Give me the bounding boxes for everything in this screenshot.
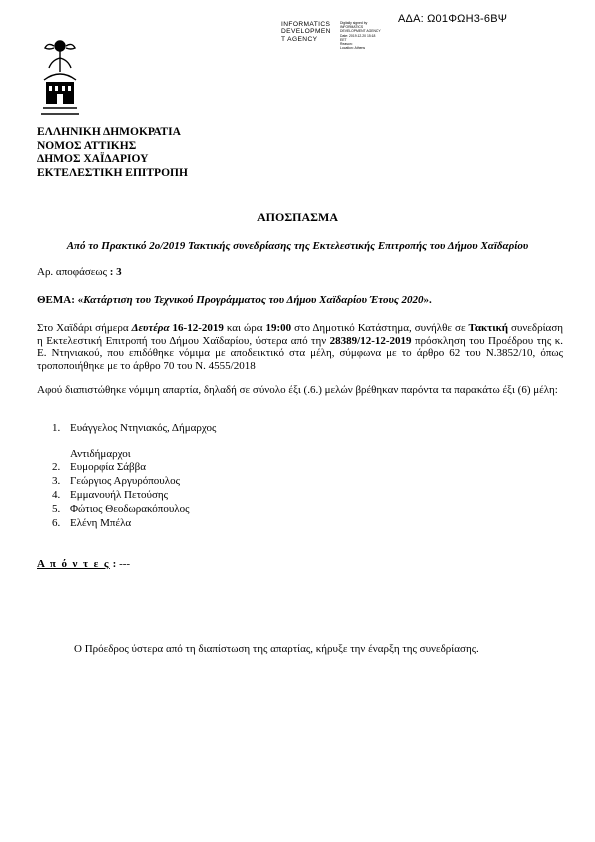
document-title: ΑΠΟΣΠΑΣΜΑ	[256, 210, 339, 224]
ada-code: ΑΔΑ: Ω01ΦΩΗ3-6ΒΨ	[398, 13, 508, 25]
list-item	[52, 517, 131, 530]
signature-stamp-details	[340, 21, 402, 50]
list-number: 2.	[52, 461, 61, 473]
header-line: ΝΟΜΟΣ ΑΤΤΙΚΗΣ	[37, 139, 137, 152]
stamp-detail: INFORMATICS	[340, 25, 364, 30]
invitation-number: 28389/12-12-2019	[329, 334, 412, 347]
body-text: Στο Χαϊδάρι σήμερα	[37, 322, 132, 334]
quorum-paragraph: Αφού διαπιστώθηκε νόμιμη απαρτία, δηλαδή σε σύνολο έξι (.6.) μελών βρέθηκαν παρόντα τα παρακάτω έξι (6) μέλη:	[37, 384, 558, 396]
header-line: ΕΛΛΗΝΙΚΗ ΔΗΜΟΚΡΑΤΙΑ	[37, 126, 181, 138]
member-name: Ευμορφία Σάββα	[70, 461, 146, 473]
list-item	[52, 475, 180, 488]
member-name: Εμμανουήλ Πετούσης	[70, 489, 169, 501]
list-item	[52, 503, 190, 516]
header-line: ΕΚΤΕΛΕΣΤΙΚΗ ΕΠΙΤΡΟΠΗ	[37, 166, 188, 179]
meeting-day: Δευτέρα	[131, 322, 170, 334]
body-text: και ώρα	[223, 322, 266, 334]
stamp-line: T AGENCY	[281, 35, 318, 43]
subject-text: Κατάρτιση του Τεχνικού Προγράμματος του Δήμου Χαϊδαρίου Έτους 2020	[83, 294, 424, 306]
document-subtitle: Από το Πρακτικό 2ο/2019 Τακτικής συνεδρίασης της Εκτελεστικής Επιτροπής του Δήμου Χαϊδαρίου	[66, 240, 529, 252]
subject-end: ».	[423, 294, 432, 306]
absent-label: Α π ό ν τ ε ς	[37, 558, 110, 570]
stamp-detail: Reason:	[340, 42, 353, 47]
list-item	[52, 461, 146, 474]
member-name: Ελένη Μπέλα	[70, 517, 132, 529]
meeting-date: 16-12-2019	[172, 322, 224, 334]
document-header	[37, 126, 188, 180]
list-number: 1.	[52, 422, 61, 434]
meeting-paragraph	[37, 322, 563, 372]
deputies-label: Αντιδήμαρχοι	[70, 448, 131, 460]
header-line: ΔΗΜΟΣ ΧΑΪΔΑΡΙΟΥ	[37, 153, 149, 165]
list-item	[52, 422, 216, 435]
member-name: Ευάγγελος Ντηνιακός, Δήμαρχος	[70, 422, 217, 434]
stamp-line: INFORMATICS	[281, 21, 331, 28]
absent-line	[37, 558, 130, 570]
list-item	[52, 489, 168, 502]
absent-value: ---	[116, 558, 131, 570]
body-text: πρόσκληση του Προέδρου της κ. Ε. Ντηνιακού, που επιδόθηκε νόμιμα με αποδεικτικό στα μέλη, σύμφωνα με το άρθρο 62 του Ν.3852/10, όπως τροποποιήθηκε με το άρθρο 70 του Ν. 4555/2018	[37, 334, 563, 372]
list-number: 4.	[52, 489, 61, 501]
session-type: Τακτική	[468, 322, 508, 334]
list-number: 6.	[52, 517, 61, 529]
list-number: 3.	[52, 475, 61, 487]
decision-value: : 3	[109, 266, 122, 278]
list-number: 5.	[52, 503, 61, 515]
subject-label: ΘΕΜΑ: «	[37, 294, 84, 306]
stamp-detail: EET	[340, 37, 347, 42]
body-text: συνεδρίαση η Εκτελεστική Επιτροπή του Δήμου Χαϊδαρίου, ύστερα από την	[37, 322, 563, 347]
decision-number	[37, 266, 122, 278]
subject-line	[37, 294, 432, 306]
member-name: Φώτιος Θεοδωρακόπουλος	[70, 503, 190, 515]
stamp-detail: Location: Athens	[340, 46, 366, 51]
stamp-detail: Digitally signed by	[340, 21, 368, 25]
closing-paragraph: Ο Πρόεδρος ύστερα από τη διαπίστωση της απαρτίας, κήρυξε την έναρξη της συνεδρίασης.	[74, 643, 479, 655]
stamp-detail: Date: 2019.12.20 15:18	[340, 33, 376, 38]
stamp-line: DEVELOPMEN	[281, 28, 331, 36]
member-name: Γεώργιος Αργυρόπουλος	[70, 475, 180, 487]
body-text: στο Δημοτικό Κατάστημα, συνήλθε σε	[291, 322, 469, 334]
meeting-time: 19:00	[265, 322, 292, 334]
decision-label: Αρ. αποφάσεως	[37, 266, 108, 278]
municipality-logo	[40, 38, 80, 120]
stamp-detail: DEVELOPMENT AGENCY	[340, 29, 381, 34]
absent-colon: :	[109, 558, 117, 570]
signature-stamp-agency	[281, 21, 331, 43]
